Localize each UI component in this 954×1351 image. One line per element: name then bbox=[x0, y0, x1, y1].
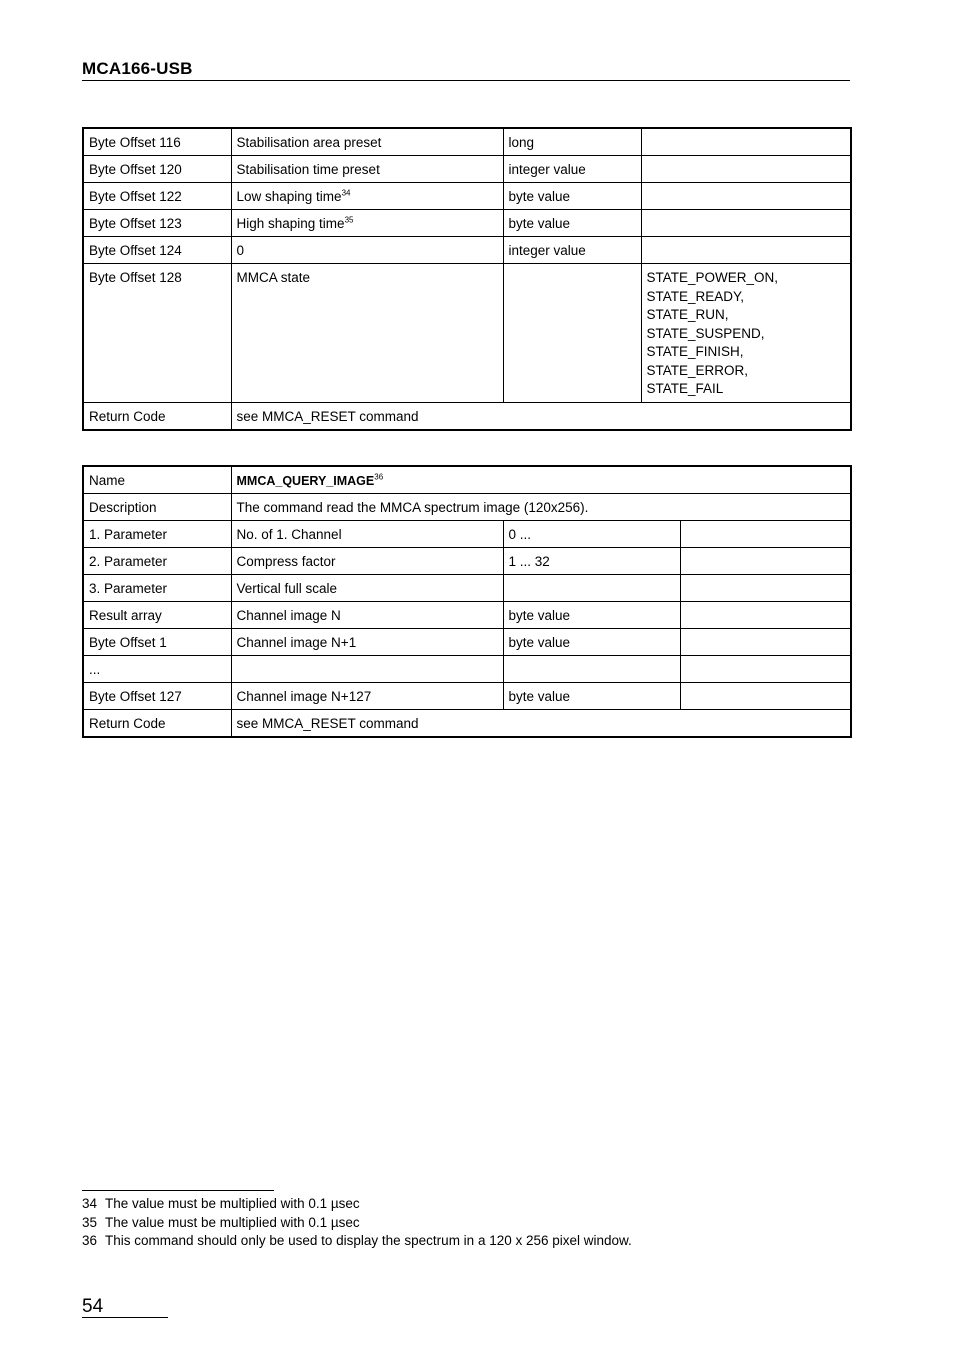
footnote-34 bbox=[82, 1195, 632, 1214]
low-shaping-time-label: Low shaping time bbox=[236, 189, 342, 204]
table-row bbox=[83, 156, 851, 183]
cell-label: Result array bbox=[83, 602, 231, 629]
table-row-return-code bbox=[83, 402, 851, 430]
cell-type: byte value bbox=[503, 210, 641, 237]
table-row bbox=[83, 602, 851, 629]
footnote-text: The value must be multiplied with 0.1 µsec bbox=[105, 1214, 360, 1230]
state-value: STATE_RUN, bbox=[646, 307, 729, 322]
cell-type: integer value bbox=[503, 156, 641, 183]
cell-notes bbox=[680, 656, 851, 683]
table-row-description bbox=[83, 494, 851, 521]
cell-notes bbox=[641, 210, 851, 237]
footnote-35 bbox=[82, 1214, 632, 1233]
mmca-status-table-continued bbox=[82, 127, 852, 431]
cell-type bbox=[503, 264, 641, 403]
cell-notes bbox=[680, 683, 851, 710]
state-value: STATE_READY, bbox=[646, 288, 745, 304]
cell-range: byte value bbox=[503, 602, 680, 629]
table-row bbox=[83, 575, 851, 602]
page-number: 54 bbox=[82, 1296, 104, 1317]
high-shaping-time-label: High shaping time bbox=[236, 216, 345, 231]
cell-name: Vertical full scale bbox=[231, 575, 503, 602]
cell-name bbox=[231, 656, 503, 683]
cell-label: 2. Parameter bbox=[83, 548, 231, 575]
table-row bbox=[83, 629, 851, 656]
cell-notes bbox=[680, 548, 851, 575]
cell-range bbox=[503, 575, 680, 602]
cell-description: The command read the MMCA spectrum image (120x256). bbox=[231, 494, 851, 521]
cell-notes bbox=[680, 575, 851, 602]
state-value: STATE_POWER_ON, bbox=[646, 270, 779, 285]
footnote-number: 34 bbox=[82, 1196, 98, 1211]
cell-range: byte value bbox=[503, 683, 680, 710]
footnote-ref-36[interactable]: 36 bbox=[374, 472, 384, 482]
state-value: STATE_FAIL bbox=[646, 381, 724, 396]
table-row-return-code bbox=[83, 710, 851, 738]
state-value: STATE_SUSPEND, bbox=[646, 325, 765, 341]
table-row-mmca-state bbox=[83, 264, 851, 403]
cell-type: byte value bbox=[503, 183, 641, 210]
cell-notes bbox=[641, 128, 851, 156]
cell-range: 0 ... bbox=[503, 521, 680, 548]
cell-label: Byte Offset 120 bbox=[83, 156, 231, 183]
cell-type: integer value bbox=[503, 237, 641, 264]
cell-name: No. of 1. Channel bbox=[231, 521, 503, 548]
cell-value: see MMCA_RESET command bbox=[231, 710, 851, 738]
cell-name bbox=[231, 210, 503, 237]
table-row bbox=[83, 521, 851, 548]
header-rule bbox=[82, 80, 850, 81]
footnote-number: 36 bbox=[82, 1233, 98, 1248]
cell-notes bbox=[680, 629, 851, 656]
cell-range: 1 ... 32 bbox=[503, 548, 680, 575]
table-row bbox=[83, 128, 851, 156]
table-row bbox=[83, 548, 851, 575]
cell-label: Byte Offset 127 bbox=[83, 683, 231, 710]
table-row bbox=[83, 210, 851, 237]
footnote-rule bbox=[82, 1190, 274, 1191]
cell-label: ... bbox=[83, 656, 231, 683]
cell-label: Return Code bbox=[83, 710, 231, 738]
cell-notes bbox=[641, 156, 851, 183]
cell-label: Byte Offset 1 bbox=[83, 629, 231, 656]
cell-notes bbox=[641, 237, 851, 264]
page-number-rule bbox=[82, 1317, 168, 1318]
cell-label: 1. Parameter bbox=[83, 521, 231, 548]
table-row bbox=[83, 183, 851, 210]
footnote-36 bbox=[82, 1232, 632, 1251]
cell-name: Compress factor bbox=[231, 548, 503, 575]
cell-name: Channel image N+1 bbox=[231, 629, 503, 656]
footnote-text: This command should only be used to display the spectrum in a 120 x 256 pixel window. bbox=[105, 1233, 632, 1248]
table-row bbox=[83, 237, 851, 264]
cell-notes bbox=[680, 602, 851, 629]
cell-label: Description bbox=[83, 494, 231, 521]
footnotes bbox=[82, 1195, 632, 1251]
cell-notes bbox=[641, 183, 851, 210]
cell-label: Byte Offset 128 bbox=[83, 264, 231, 403]
cell-label: 3. Parameter bbox=[83, 575, 231, 602]
document-header-title: MCA166-USB bbox=[82, 59, 193, 78]
footnote-text: The value must be multiplied with 0.1 µsec bbox=[105, 1196, 360, 1211]
cell-label: Byte Offset 123 bbox=[83, 210, 231, 237]
state-value: STATE_ERROR, bbox=[646, 362, 749, 378]
state-values-list bbox=[641, 264, 851, 403]
footnote-number: 35 bbox=[82, 1214, 98, 1230]
cell-name: Stabilisation time preset bbox=[231, 156, 503, 183]
cell-label: Byte Offset 116 bbox=[83, 128, 231, 156]
cell-name: Stabilisation area preset bbox=[231, 128, 503, 156]
cell-command-name bbox=[231, 466, 851, 494]
cell-name: 0 bbox=[231, 237, 503, 264]
cell-name: MMCA state bbox=[231, 264, 503, 403]
cell-range: byte value bbox=[503, 629, 680, 656]
cell-type: long bbox=[503, 128, 641, 156]
cell-label: Byte Offset 124 bbox=[83, 237, 231, 264]
cell-notes bbox=[680, 521, 851, 548]
cell-label: Name bbox=[83, 466, 231, 494]
cell-name: Channel image N bbox=[231, 602, 503, 629]
footnote-ref-34[interactable]: 34 bbox=[341, 188, 351, 198]
cell-label: Return Code bbox=[83, 402, 231, 430]
cell-name bbox=[231, 183, 503, 210]
table-row-name bbox=[83, 466, 851, 494]
cell-name: Channel image N+127 bbox=[231, 683, 503, 710]
command-name: MMCA_QUERY_IMAGE bbox=[236, 474, 375, 488]
mmca-query-image-table bbox=[82, 465, 852, 738]
cell-range bbox=[503, 656, 680, 683]
state-value: STATE_FINISH, bbox=[646, 344, 744, 359]
cell-value: see MMCA_RESET command bbox=[231, 402, 851, 430]
cell-label: Byte Offset 122 bbox=[83, 183, 231, 210]
table-row bbox=[83, 683, 851, 710]
footnote-ref-35[interactable]: 35 bbox=[344, 215, 354, 225]
table-row bbox=[83, 656, 851, 683]
